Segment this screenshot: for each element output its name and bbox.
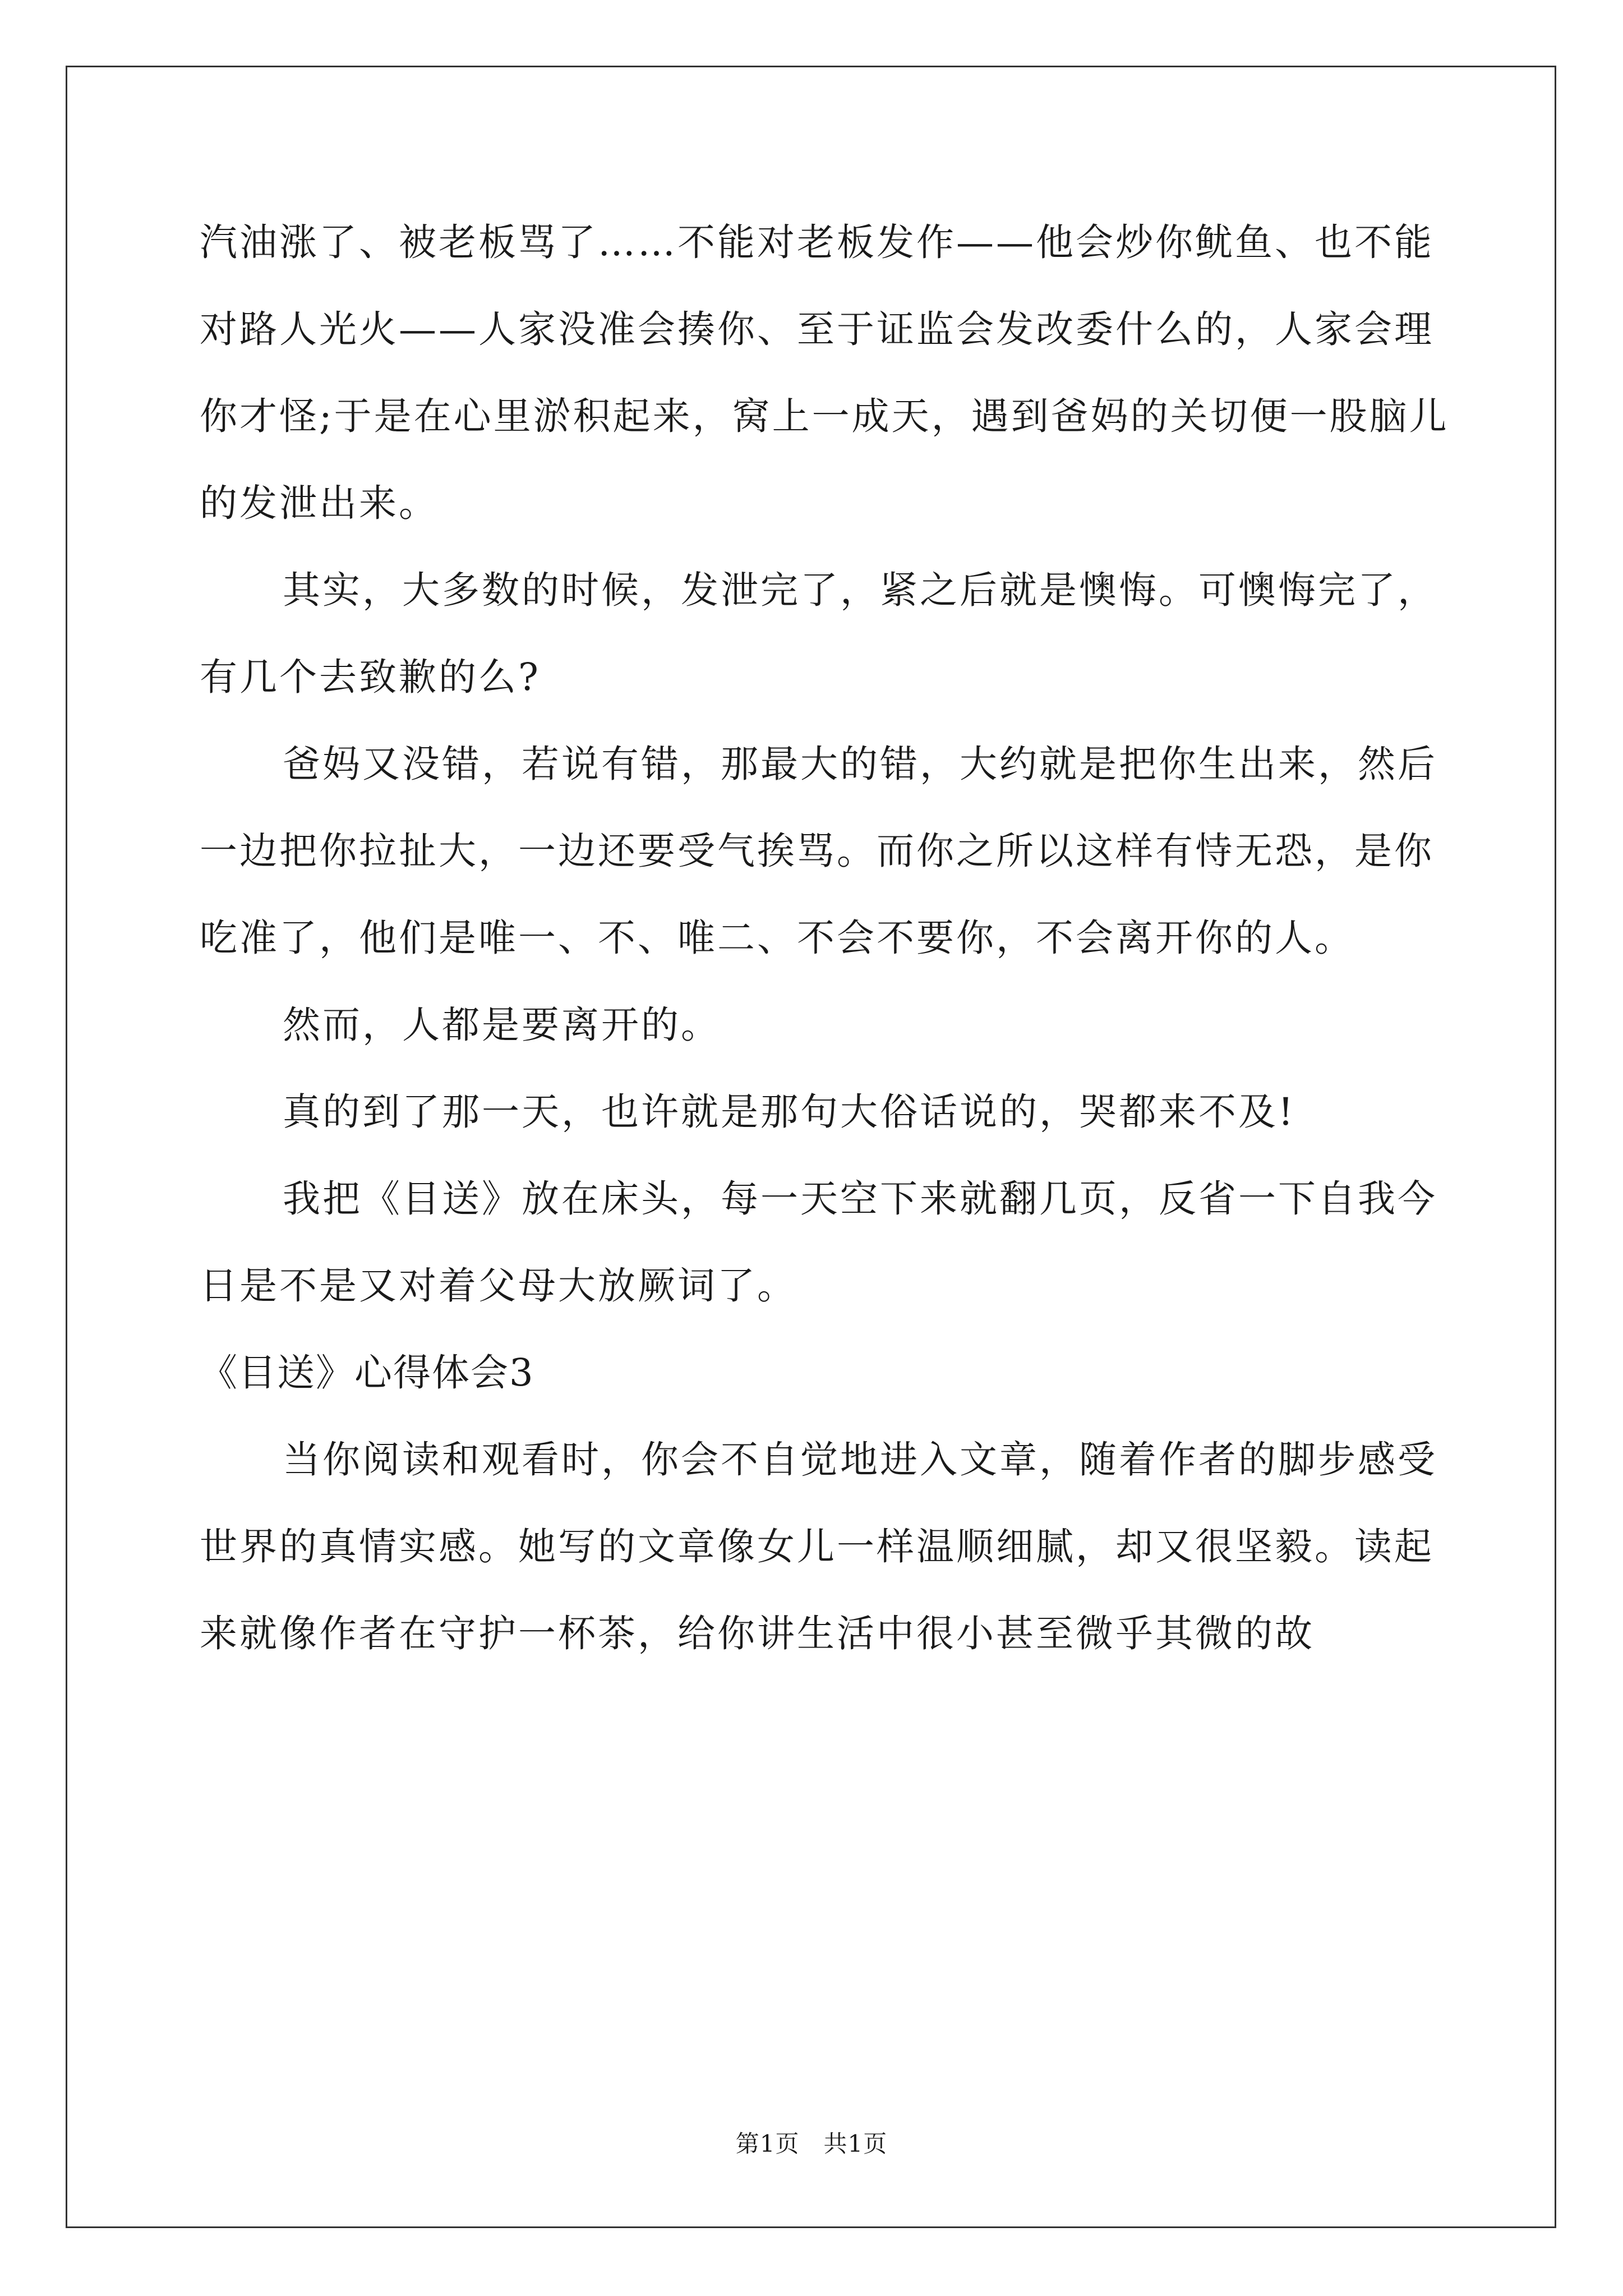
paragraph-5: 真的到了那一天，也许就是那句大俗话说的，哭都来不及! xyxy=(283,1090,1295,1134)
document-body xyxy=(200,199,1461,1677)
paragraph-6: 我把《目送》放在床头，每一天空下来就翻几页，反省一下自我今日是不是又对着父母大放厥词了。 xyxy=(200,1177,1437,1308)
section-heading: 《目送》心得体会3 xyxy=(200,1351,534,1395)
paragraph-3: 爸妈又没错，若说有错，那最大的错，大约就是把你生出来，然后一边把你拉扯大，一边还要受气挨骂。而你之所以这样有恃无恐，是你吃准了，他们是唯一、不、唯二、不会不要你，不会离开你的人。 xyxy=(200,742,1437,960)
page-footer: 第1页 共1页 xyxy=(735,2130,888,2157)
paragraph-4: 然而，人都是要离开的。 xyxy=(283,1003,721,1047)
paragraph-7: 当你阅读和观看时，你会不自觉地进入文章，随着作者的脚步感受世界的真情实感。她写的文章像女儿一样温顺细腻，却又很坚毅。读起来就像作者在守护一杯茶，给你讲生活中很小甚至微乎其微的故 xyxy=(200,1438,1437,1655)
paragraph-2: 其实，大多数的时候，发泄完了，紧之后就是懊悔。可懊悔完了，有几个去致歉的么? xyxy=(200,568,1437,699)
paragraph-1: 汽油涨了、被老板骂了……不能对老板发作——他会炒你鱿鱼、也不能对路人光火——人家没准会揍你、至于证监会发改委什么的，人家会理你才怪;于是在心里淤积起来，窝上一成天，遇到爸妈的关切便一股脑儿的发泄出来。 xyxy=(200,220,1449,525)
